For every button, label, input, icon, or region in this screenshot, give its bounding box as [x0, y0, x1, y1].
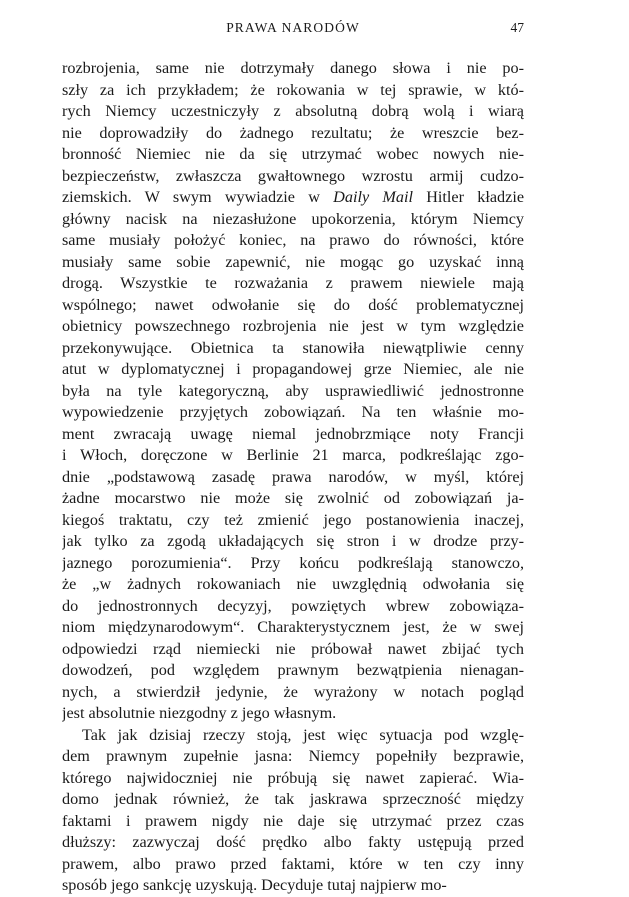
- text-line: prawem, albo prawo przed faktami, które w ten czy inny: [62, 854, 524, 873]
- paragraph: [62, 58, 524, 725]
- text-line: ziemskich. W swym wywiadzie w Daily Mail Hitler kładzie: [62, 188, 524, 206]
- text-line: faktami i prawem nigdy nie daje się utrzymać przez czas: [62, 811, 524, 830]
- text-line: bronność Niemiec nie da się utrzymać wobec nowych nie-: [62, 145, 524, 163]
- paragraph: [62, 725, 524, 897]
- text-line: ment zwracają uwagę niemal jednobrzmiące noty Francji: [62, 424, 524, 443]
- text-line: do jednostronnych decyzyj, powziętych wbrew zobowiąza-: [62, 596, 524, 615]
- text-line: bezpieczeństw, zwłaszcza gwałtownego wzrostu armij cudzo-: [62, 166, 524, 185]
- text-line: drogą. Wszystkie te rozważania z prawem niewiele mają: [62, 274, 524, 292]
- text-line: i Włoch, doręczone w Berlinie 21 marca, podkreślając zgo-: [62, 446, 524, 464]
- text-line: same musiały położyć koniec, na prawo do równości, które: [62, 231, 524, 249]
- text-line: była na tyle kategoryczną, aby usprawiedliwić jednostronne: [62, 381, 524, 400]
- text-line: którego najwidoczniej nie próbują się nawet zapierać. Wia-: [62, 768, 524, 787]
- text-line: rych Niemcy uczestniczyły z absolutną dobrą wolą i wiarą: [62, 102, 524, 120]
- page-header: [62, 20, 524, 40]
- page-number: 47: [510, 20, 524, 35]
- text-line: wspólnego; nawet odwołanie się do dość problematycznej: [62, 295, 524, 314]
- text-line: żadne mocarstwo nie może się zwolnić od zobowiązań ja-: [62, 489, 524, 507]
- text-line: domo jednak również, że tak jaskrawa sprzeczność między: [62, 790, 524, 808]
- text-line: sposób jego sankcję uzyskują. Decyduje tutaj najpierw mo-: [62, 876, 447, 894]
- text-line: kiegoś traktatu, czy też zmienić jego postanowienia inaczej,: [62, 510, 524, 529]
- text-line: nie doprowadziły do żadnego rezultatu; że wreszcie bez-: [62, 123, 524, 142]
- text-line: jak tylko za zgodą układających się stron i w drodze przy-: [62, 532, 524, 550]
- running-title: PRAWA NARODÓW: [226, 20, 360, 35]
- text-line: musiały same sobie zapewnić, nie mogąc go uzyskać inną: [62, 252, 524, 271]
- text-line: obietnicy powszechnego rozbrojenia nie jest w tym względzie: [62, 317, 524, 335]
- text-line: nych, a stwierdził jedynie, że wyrażony w notach pogląd: [62, 682, 524, 701]
- text-line: Tak jak dzisiaj rzeczy stoją, jest więc sytuacja pod wzglę-: [82, 725, 524, 744]
- text-line: rozbrojenia, same nie dotrzymały danego słowa i nie po-: [62, 59, 524, 77]
- body-text: [62, 58, 524, 897]
- text-line: atut w dyplomatycznej i propagandowej grze Niemiec, ale nie: [62, 360, 524, 378]
- text-line: jest absolutnie niezgodny z jego własnym.: [62, 704, 337, 722]
- italic-title: Daily Mail: [333, 188, 413, 206]
- text-line: jaznego porozumienia“. Przy końcu podkreślają stanowczo,: [62, 553, 524, 572]
- text-line: dłuższy: zazwyczaj dość prędko albo fakty ustępują przed: [62, 833, 524, 851]
- text-line: że „w żadnych rokowaniach nie uwzględnią odwołania się: [62, 575, 524, 593]
- text-line: główny nacisk na niezasłużone upokorzenia, którym Niemcy: [62, 209, 524, 228]
- text-line: szły za ich przykładem; że rokowania w tej sprawie, w któ-: [62, 80, 524, 99]
- text-line: odpowiedzi rząd niemiecki nie próbował nawet zbijać tych: [62, 639, 524, 658]
- text-line: przekonywujące. Obietnica ta stanowiła niewątpliwie cenny: [62, 338, 524, 357]
- text-line: niom międzynarodowym“. Charakterystycznem jest, że w swej: [62, 618, 524, 636]
- text-line: dowodzeń, pod względem prawnym bezwątpienia nienagan-: [62, 661, 524, 679]
- text-line: dnie „podstawową zasadę prawa narodów, w myśl, której: [62, 467, 524, 486]
- text-line: wypowiedzenie przyjętych zobowiązań. Na ten właśnie mo-: [62, 403, 524, 421]
- text-line: dem prawnym zupełnie jasna: Niemcy popełniły bezprawie,: [62, 747, 524, 765]
